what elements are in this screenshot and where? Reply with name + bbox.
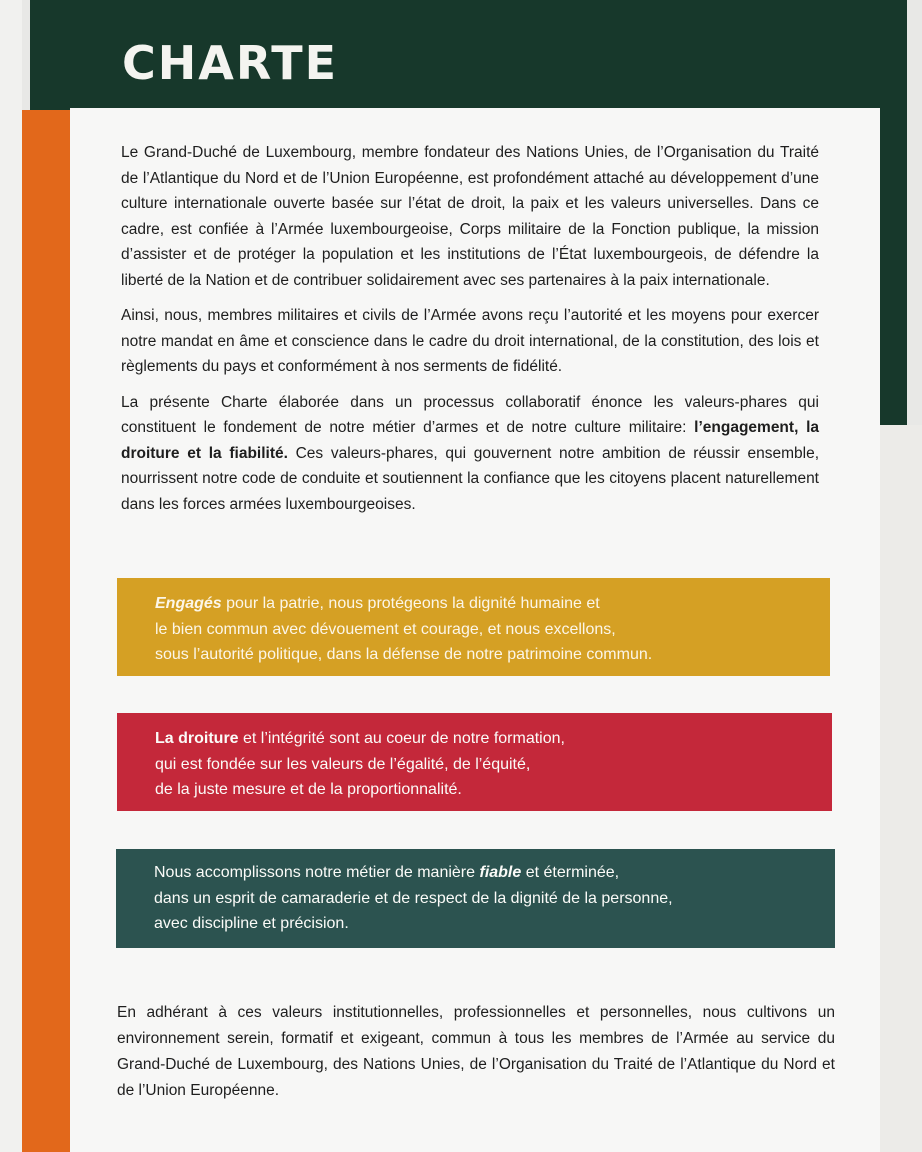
intro-paragraph-3-start: La présente Charte élaborée dans un processus collaboratif énonce les valeurs-phares qui constituent le fondement de notre métier d’armes et de notre culture militaire: (121, 393, 819, 436)
value-line-1 (155, 591, 830, 617)
value-line-2: dans un esprit de camaraderie et de respect de la dignité de la personne, (154, 889, 673, 907)
value-box-droiture (117, 713, 832, 811)
closing-text (117, 1000, 835, 1104)
page-margin-right (880, 425, 922, 1152)
value-line-2: le bien commun avec dévouement et courage, et nous excellons, (155, 620, 616, 638)
value-line-1 (155, 726, 832, 752)
closing-paragraph: En adhérant à ces valeurs institutionnelles, professionnelles et personnelles, nous cultivons un environnement serein, formatif et exigeant, commun à tous les membres de l’Armée au service du Grand-Duché de Luxembourg, des Nations Unies, de l’Organisation du Traité de l’Atlantique du Nord et de l’Union Européenne. (117, 1004, 835, 1099)
value-line-1-text: et l’intégrité sont au coeur de notre formation, (238, 730, 565, 747)
intro-paragraph-1: Le Grand-Duché de Luxembourg, membre fondateur des Nations Unies, de l’Organisation du Traité de l’Atlantique du Nord et de l’Union Européenne, est profondément attaché au développement d’une culture internationale ouverte basée sur l’état de droit, la paix et les valeurs universelles. Dans ce cadre, est confiée à l’Armée luxembourgeoise, Corps militaire de la Fonction publique, la mission d’assister et de protéger la population et les institutions de l’État luxembourgeois, de défendre la liberté de la Nation et de contribuer solidairement avec ses partenaires à la paix internationale. (121, 144, 819, 289)
value-line-3: avec discipline et précision. (154, 915, 349, 932)
page-edge (0, 0, 22, 1152)
intro-paragraph-2: Ainsi, nous, membres militaires et civils de l’Armée avons reçu l’autorité et les moyens pour exercer notre mandat en âme et conscience dans le cadre du droit international, de la constitution, des lois et règlements du pays et conformément à nos serments de fidélité. (121, 307, 819, 375)
value-lead: Engagés (155, 595, 222, 612)
intro-paragraph-3-end: Ces valeurs-phares, qui gouvernent notre ambition de réussir ensemble, nourrissent notre code de conduite et soutiennent la confiance que les citoyens placent naturellement dans les forces armées luxembourgeoises. (121, 444, 819, 513)
value-line-1-text: pour la patrie, nous protégeons la dignité humaine et (221, 595, 600, 612)
value-line-3: sous l’autorité politique, dans la défense de notre patrimoine commun. (155, 646, 653, 663)
value-line-1 (154, 860, 835, 886)
value-box-fiabilite (116, 849, 835, 948)
value-box-engagement (117, 578, 830, 676)
core-values-emphasis: l’engagement, la droiture et la fiabilité. (121, 419, 819, 462)
page-title: CHARTE (122, 36, 339, 90)
value-line-3: de la juste mesure et de la proportionnalité. (155, 781, 462, 798)
value-lead: La droiture (155, 730, 239, 747)
value-line-2: qui est fondée sur les valeurs de l’égalité, de l’équité, (155, 755, 531, 773)
intro-paragraph-3 (121, 390, 819, 518)
value-emphasis: fiable (479, 864, 522, 881)
value-line-1-start: Nous accomplissons notre métier de manière (154, 864, 480, 881)
value-line-1-end: et éterminée, (521, 864, 620, 881)
intro-text (121, 140, 819, 527)
